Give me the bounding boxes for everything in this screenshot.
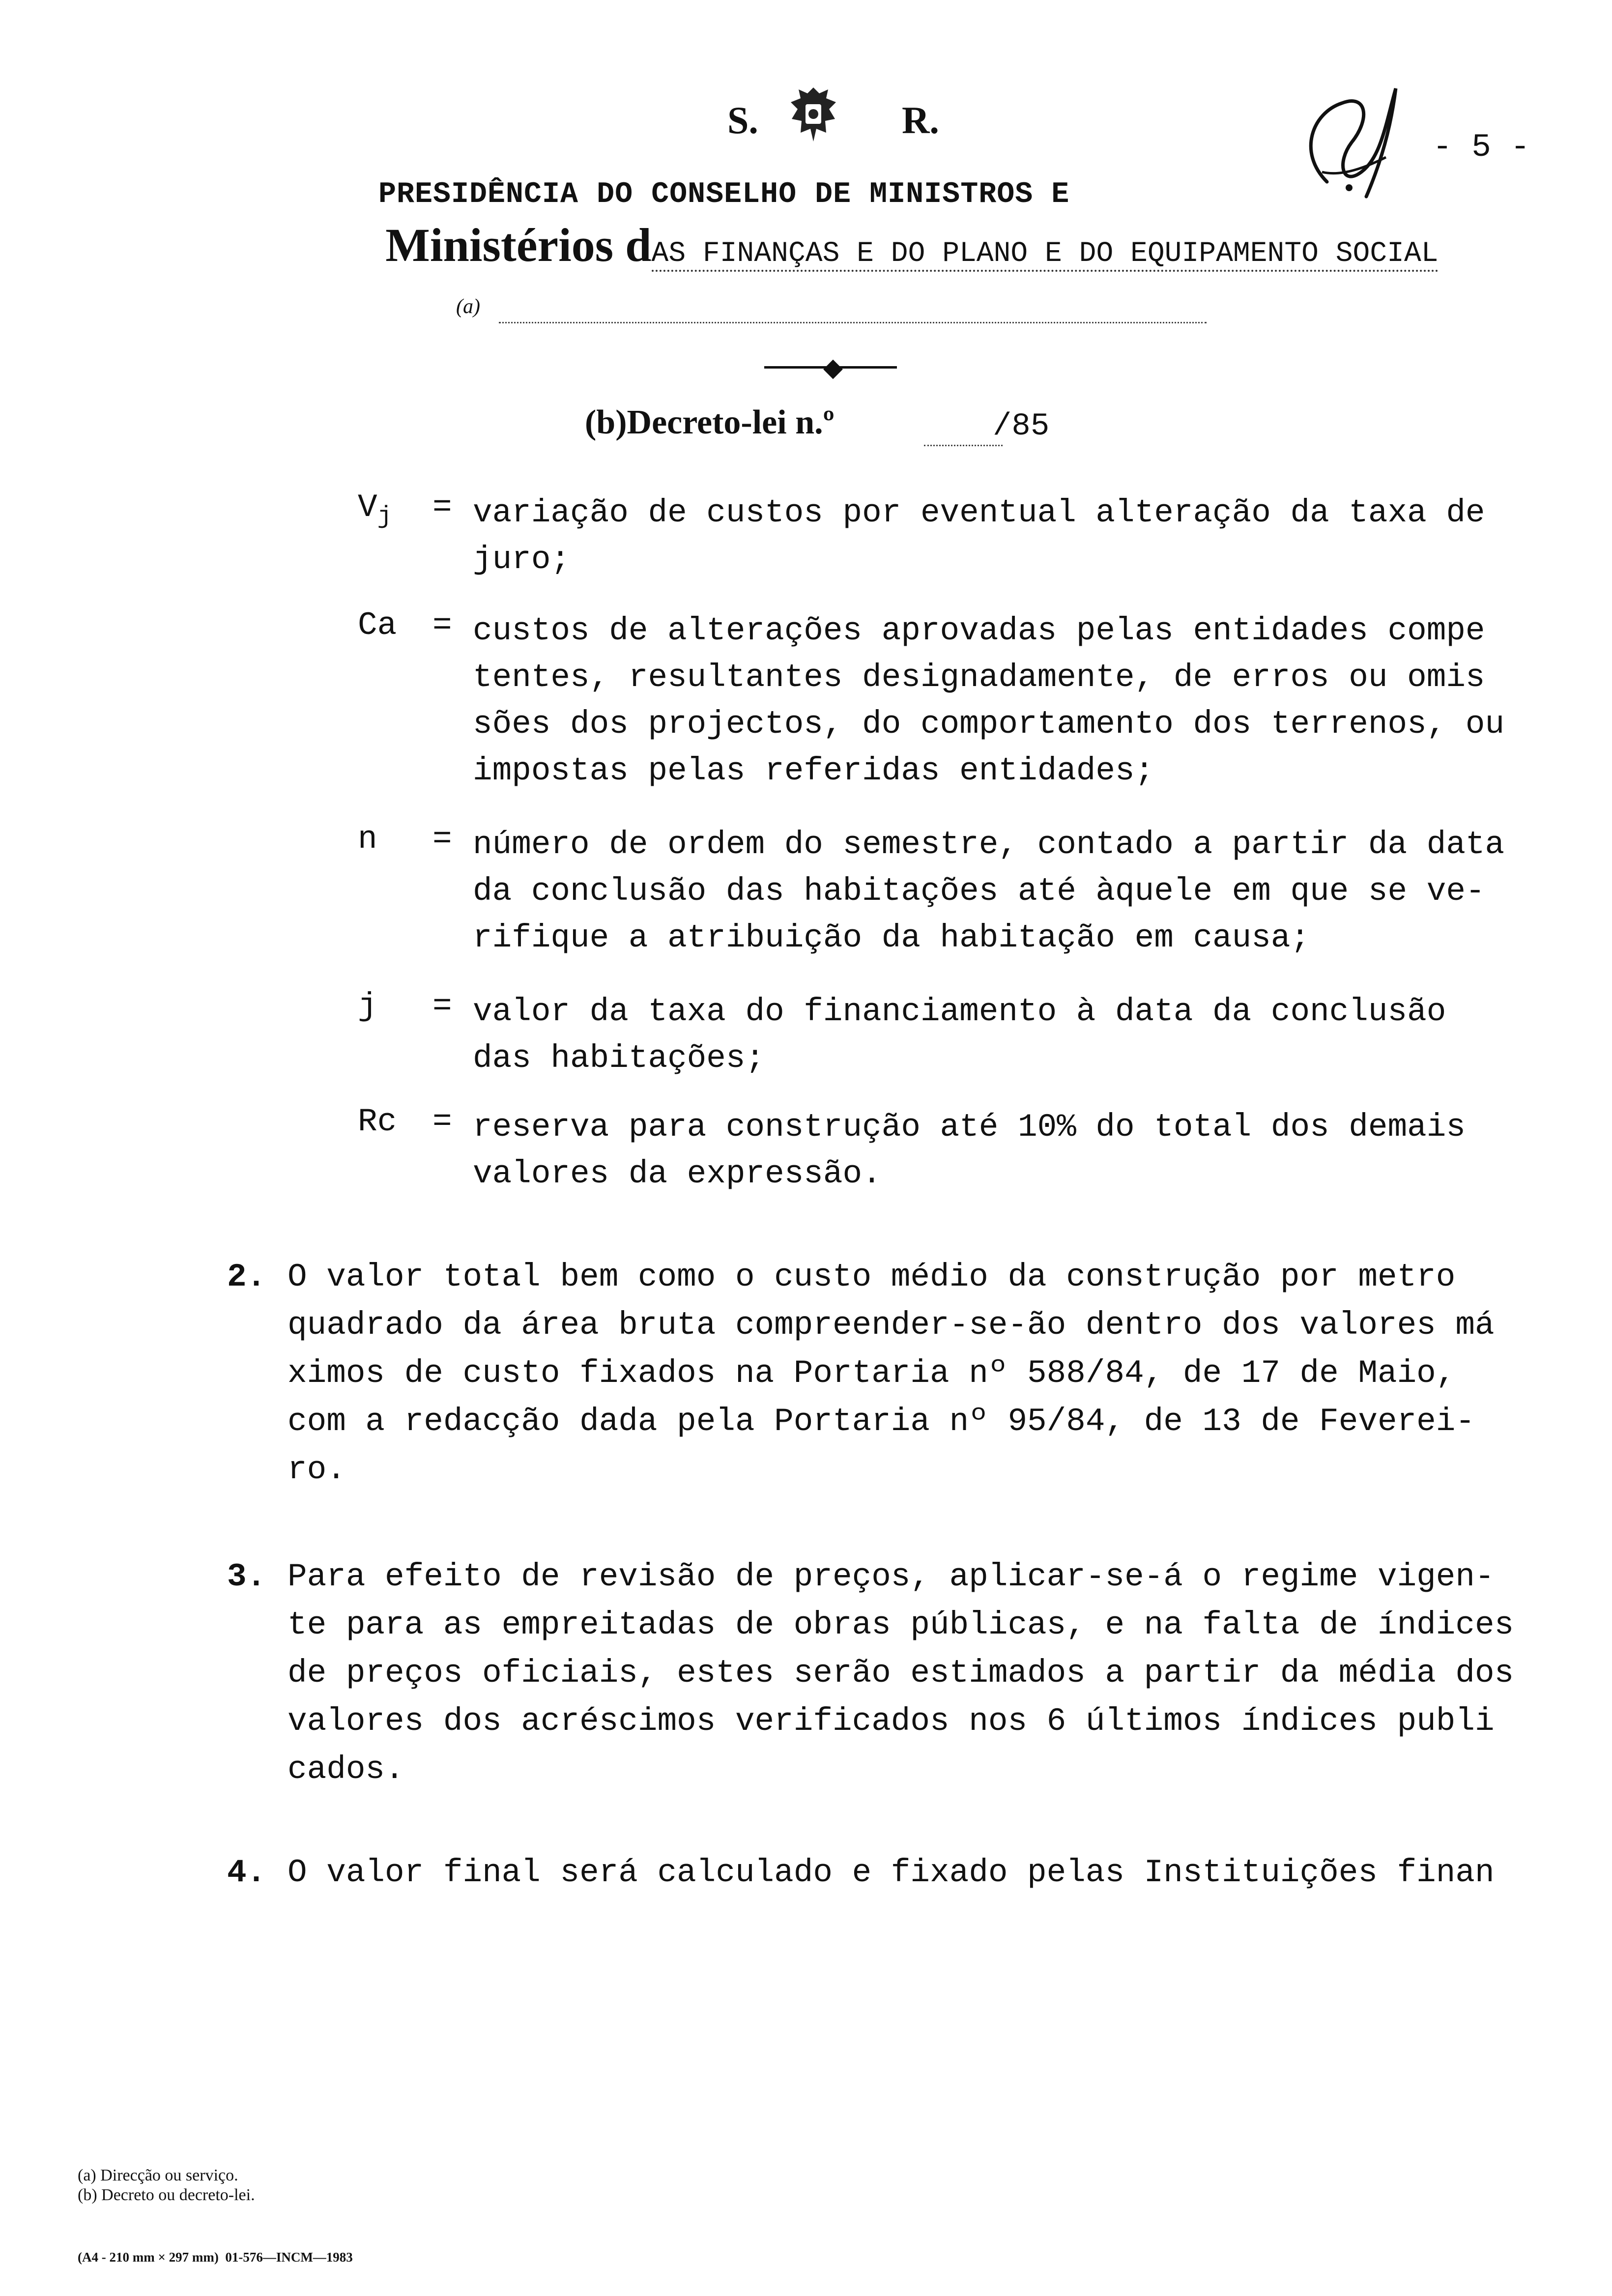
definition-line: valores da expressão. [473,1155,882,1192]
field-a-line [499,322,1207,323]
paragraph-line: cados. [288,1751,404,1788]
r-letter: R. [902,99,939,142]
paragraph-line: com a redacção dada pela Portaria nº 95/84, de 13 de Feverei- [288,1403,1475,1440]
definition-symbol [358,607,397,644]
coat-of-arms-icon [784,84,843,147]
page-number: - 5 - [1433,129,1530,166]
divider-diamond-icon: ◆ [823,354,843,382]
definition-line: rifique a atribuição da habitação em causa; [473,919,1310,956]
paragraph-line: ximos de custo fixados na Portaria nº 588/84, de 17 de Maio, [288,1355,1456,1392]
paragraph-line: O valor total bem como o custo médio da construção por metro [288,1259,1456,1295]
paragraph-line: de preços oficiais, estes serão estimados a partir da média dos [288,1655,1514,1692]
handwritten-signature [1268,74,1415,206]
definition-symbol [358,821,377,858]
decree-label: (b)Decreto-lei n.º [585,403,835,441]
definition-symbol [358,988,377,1025]
equals-sign: = [432,988,452,1025]
paragraph-line: valores dos acréscimos verificados nos 6 últimos índices publi [288,1703,1495,1740]
definition-line: juro; [473,541,571,578]
symbol-text: Rc [358,1103,397,1140]
ministry-header-line2 [376,209,1439,272]
field-a-label: (a) [456,295,480,318]
equals-sign: = [432,821,452,858]
paragraph-line: Para efeito de revisão de preços, aplicar-se-á o regime vigen- [288,1558,1495,1595]
decree-number-line [924,445,1003,446]
ministry-word: Ministérios d [385,219,652,271]
definition-line: impostas pelas referidas entidades; [473,752,1154,789]
print-code: (A4 - 210 mm × 297 mm) 01-576—INCM—1983 [78,2250,353,2265]
paragraph-number: 2. [227,1259,266,1295]
symbol-text: n [358,821,377,858]
definition-line: número de ordem do semestre, contado a partir da data [473,826,1505,863]
symbol-text: Ca [358,607,397,644]
definition-line: sões dos projectos, do comportamento dos terrenos, ou [473,706,1505,743]
paragraph-line: ro. [288,1451,346,1488]
paragraph-number: 3. [227,1558,266,1595]
symbol-text: j [358,988,377,1025]
definition-symbol [358,1103,397,1140]
paragraph-line: quadrado da área bruta compreender-se-ão dentro dos valores má [288,1307,1495,1344]
footnote-b: (b) Decreto ou decreto-lei. [78,2186,255,2204]
definition-line: variação de custos por eventual alteração da taxa de [473,494,1485,531]
definition-line: da conclusão das habitações até àquele em que se ve- [473,873,1485,910]
equals-sign: = [432,607,452,644]
footnote-a: (a) Direcção ou serviço. [78,2166,238,2184]
paragraph-line: O valor final será calculado e fixado pelas Instituições finan [288,1854,1495,1891]
definition-line: reserva para construção até 10% do total dos demais [473,1109,1466,1146]
ministry-header-line1: PRESIDÊNCIA DO CONSELHO DE MINISTROS E [378,178,1070,211]
definition-line: custos de alterações aprovadas pelas entidades compe [473,612,1485,649]
symbol-subscript: j [377,503,392,531]
equals-sign: = [432,489,452,526]
equals-sign: = [432,1103,452,1140]
definition-symbol [358,489,392,531]
decree-number: /85 [993,409,1050,444]
ministry-name: AS FINANÇAS E DO PLANO E DO EQUIPAMENTO SOCIAL [652,238,1439,272]
symbol-text: V [358,489,377,526]
definition-line: tentes, resultantes designadamente, de erros ou omis [473,659,1485,696]
paragraph-line: te para as empreitadas de obras públicas, e na falta de índices [288,1607,1514,1643]
paragraph-number: 4. [227,1854,266,1891]
s-letter: S. [727,99,758,142]
definition-line: das habitações; [473,1040,765,1077]
definition-line: valor da taxa do financiamento à data da conclusão [473,993,1446,1030]
